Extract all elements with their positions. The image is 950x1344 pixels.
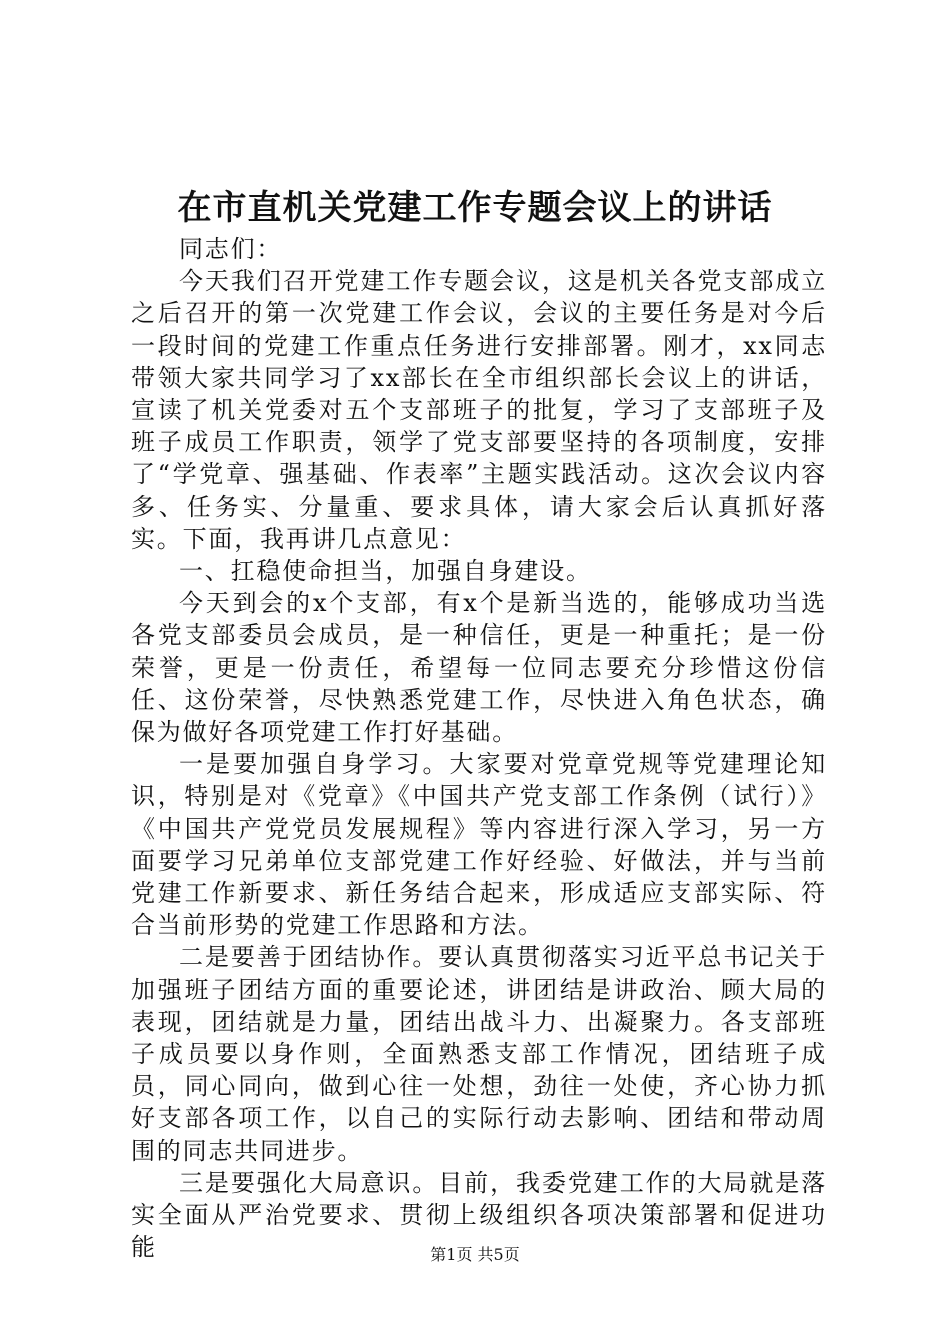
document-title: 在市直机关党建工作专题会议上的讲话 bbox=[177, 188, 773, 228]
body-paragraph: 一是要加强自身学习。大家要对党章党规等党建理论知识，特别是对《党章》《中国共产党支部工作条例（试行）》《中国共产党党员发展规程》等内容进行深入学习，另一方面要学习兄弟单位支部党建工作好经验、好做法，并与当前党建工作新要求、新任务结合起来，形成适应支部实际、符合当前形势的党建工作思路和方法。 bbox=[131, 750, 827, 940]
document-body bbox=[131, 233, 827, 1264]
salutation-paragraph: 同志们： bbox=[179, 235, 283, 263]
page-footer: 第1页 共5页 bbox=[430, 1245, 520, 1264]
body-paragraph: 二是要善于团结协作。要认真贯彻落实习近平总书记关于加强班子团结方面的重要论述，讲团结是讲政治、顾大局的表现，团结就是力量，团结出战斗力、出凝聚力。各支部班子成员要以身作则，全面熟悉支部工作情况，团结班子成员，同心同向，做到心往一处想，劲往一处使，齐心协力抓好支部各项工作，以自己的实际行动去影响、团结和带动周围的同志共同进步。 bbox=[131, 943, 827, 1165]
body-paragraph: 三是要强化大局意识。目前，我委党建工作的大局就是落实全面从严治党要求、贯彻上级组织各项决策部署和促进功能 bbox=[131, 1168, 827, 1262]
body-paragraph: 今天我们召开党建工作专题会议，这是机关各党支部成立之后召开的第一次党建工作会议，会议的主要任务是对今后一段时间的党建工作重点任务进行安排部署。刚才，xx同志带领大家共同学习了xx部长在全市组织部长会议上的讲话，宣读了机关党委对五个支部班子的批复，学习了支部班子及班子成员工作职责，领学了党支部要坚持的各项制度，安排了“学党章、强基础、作表率”主题实践活动。这次会议内容多、任务实、分量重、要求具体，请大家会后认真抓好落实。下面，我再讲几点意见： bbox=[131, 267, 827, 553]
section-heading: 一、扛稳使命担当，加强自身建设。 bbox=[179, 557, 592, 586]
body-paragraph: 今天到会的x个支部，有x个是新当选的，能够成功当选各党支部委员会成员，是一种信任，更是一种重托；是一份荣誉，更是一份责任，希望每一位同志要充分珍惜这份信任、这份荣誉，尽快熟悉党建工作，尽快进入角色状态，确保为做好各项党建工作打好基础。 bbox=[131, 589, 827, 747]
